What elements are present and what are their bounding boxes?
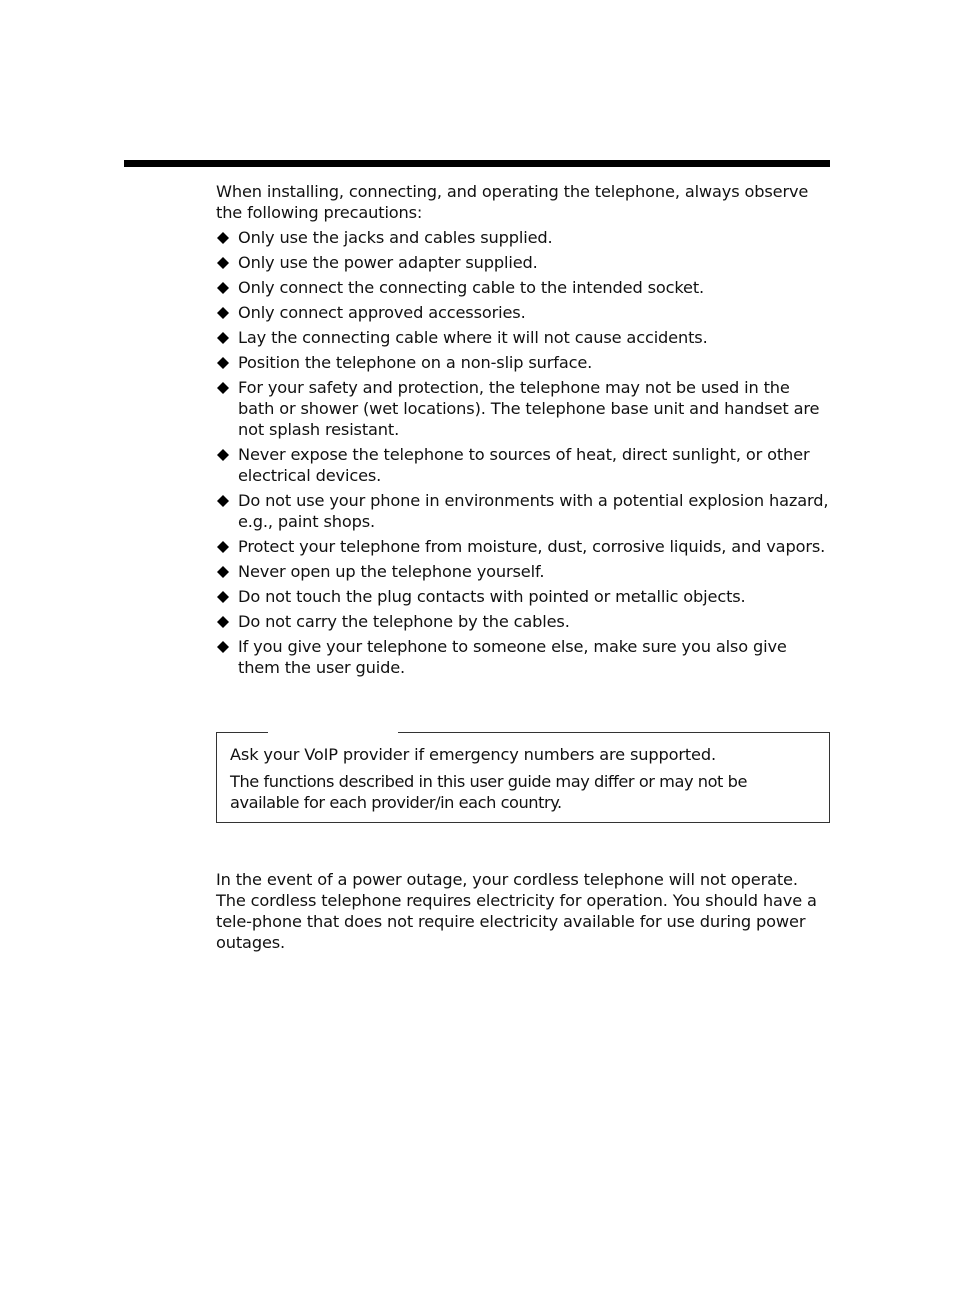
diamond-bullet-icon [217, 282, 229, 294]
list-item [216, 302, 830, 323]
list-item-text: Do not touch the plug contacts with pointed or metallic objects. [238, 587, 746, 606]
diamond-bullet-icon [217, 541, 229, 553]
list-item [216, 277, 830, 298]
diamond-bullet-icon [217, 382, 229, 394]
list-item-text: Never open up the telephone yourself. [238, 562, 545, 581]
list-item-text: Only connect approved accessories. [238, 303, 526, 322]
list-item [216, 252, 830, 273]
header-rule [124, 160, 830, 167]
note-content [230, 744, 820, 813]
list-item [216, 611, 830, 632]
list-item [216, 227, 830, 248]
power-outage-paragraph: In the event of a power outage, your cordless telephone will not operate. The cordless telephone requires electricity for operation. You should have a tele-phone that does not require electricity available for use during power outages. [216, 870, 817, 952]
list-item [216, 490, 830, 532]
list-item [216, 377, 830, 440]
list-item-text: Protect your telephone from moisture, dust, corrosive liquids, and vapors. [238, 537, 826, 556]
diamond-bullet-icon [217, 332, 229, 344]
list-item-text: If you give your telephone to someone else, make sure you also give them the user guide. [238, 637, 787, 677]
diamond-bullet-icon [217, 591, 229, 603]
list-item [216, 561, 830, 582]
list-item-text: Do not carry the telephone by the cables. [238, 612, 570, 631]
note-box [216, 732, 830, 823]
list-item-text: Only use the jacks and cables supplied. [238, 228, 553, 247]
note-line-emergency: Ask your VoIP provider if emergency numbers are supported. [230, 745, 716, 764]
list-item [216, 352, 830, 373]
diamond-bullet-icon [217, 449, 229, 461]
diamond-bullet-icon [217, 257, 229, 269]
list-item [216, 536, 830, 557]
list-item-text: Never expose the telephone to sources of heat, direct sunlight, or other electrical devices. [238, 445, 810, 485]
list-item [216, 327, 830, 348]
diamond-bullet-icon [217, 495, 229, 507]
list-item [216, 444, 830, 486]
diamond-bullet-icon [217, 357, 229, 369]
list-item-text: Lay the connecting cable where it will not cause accidents. [238, 328, 708, 347]
list-item-text: Position the telephone on a non-slip surface. [238, 353, 593, 372]
list-item [216, 586, 830, 607]
list-item [216, 636, 830, 678]
list-item-text: Only use the power adapter supplied. [238, 253, 538, 272]
diamond-bullet-icon [217, 566, 229, 578]
diamond-bullet-icon [217, 641, 229, 653]
precautions-section [216, 181, 830, 682]
diamond-bullet-icon [217, 307, 229, 319]
note-box-title-gap [268, 731, 398, 734]
diamond-bullet-icon [217, 616, 229, 628]
precautions-list [216, 227, 830, 678]
note-line-functions: The functions described in this user guide may differ or may not be available for each provider/in each country. [230, 772, 747, 812]
precautions-intro: When installing, connecting, and operating the telephone, always observe the following precautions: [216, 182, 809, 222]
list-item-text: For your safety and protection, the telephone may not be used in the bath or shower (wet locations). The telephone base unit and handset are not splash resistant. [238, 378, 820, 439]
list-item-text: Do not use your phone in environments with a potential explosion hazard, e.g., paint shops. [238, 491, 829, 531]
list-item-text: Only connect the connecting cable to the intended socket. [238, 278, 705, 297]
diamond-bullet-icon [217, 232, 229, 244]
